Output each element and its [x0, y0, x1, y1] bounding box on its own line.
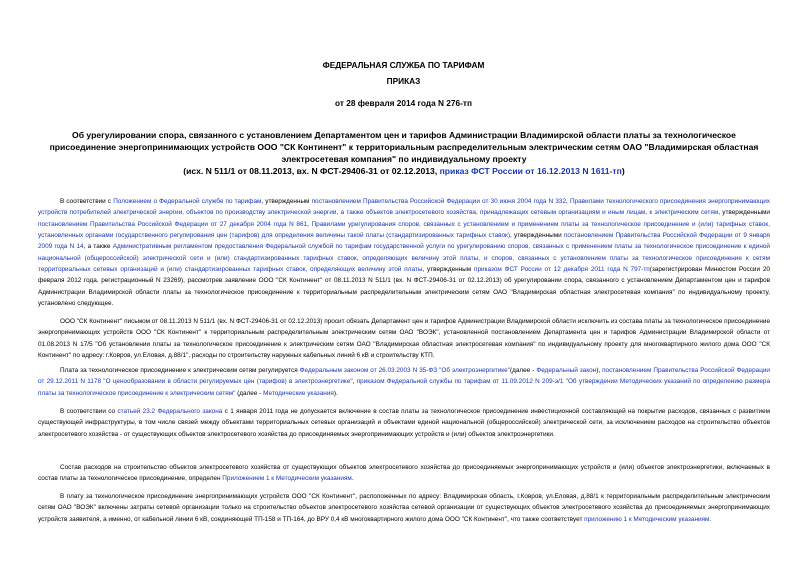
p3-text: ). [333, 389, 338, 397]
p1-text: , утвержденным [261, 198, 312, 205]
link-appendix-1[interactable]: Приложением 1 к Методическим указаниям [222, 475, 352, 483]
p1-text: , утвержденными [718, 209, 771, 217]
paragraph-2 [38, 316, 770, 361]
title-ref-link[interactable]: приказ ФСТ России от 16.12.2013 N 1611-тп [439, 166, 622, 176]
link-connection-rules[interactable]: Правилами технологического присоединения энергопринимающих устройств потребителей электрической энергии, объектов по производству электрической энергии, а также объектов электросетевого хозяйства, принадлежащих сетевым организациям и иным лицам, к электрическим сетям [38, 198, 771, 217]
p3-text: (далее - [509, 367, 537, 374]
paragraph-1 [38, 196, 770, 309]
link-federal-law[interactable]: Федеральный закон [536, 367, 597, 374]
agency-name: ФЕДЕРАЛЬНАЯ СЛУЖБА ПО ТАРИФАМ [322, 60, 485, 70]
title-main: Об урегулировании спора, связанного с установлением Департаментом цен и тарифов Администрации Владимирской области платы за технологическое присоединение энергопринимающих устройств ООО "СК Континент" к территориальным распределительным электрическим сетям ОАО "Владимирская областная электросетевая компания" по индивидуальному проекту [49, 130, 759, 164]
p2-text: ООО "СК Континент" письмом от 08.11.2013 N 511/1 (вх. N ФСТ-29406-31 от 02.12.2013) просит обязать Департамент цен и тарифов Администрации Владимирской области исключить из состава платы за технологическое присоединение энергопринимающих устройств ООО "СК Континент" к территориальным распределительным электрическим сетям ОАО "ВОЭК", установленной постановлением Департамента цен и тарифов Администрации Владимирской области от 01.08.2013 N 17/5 "Об установлении платы за технологическое присоединение к электрическим сетям ОАО "Владимирская областная электросетевая компания" по индивидуальному проекту для многоквартирного жилого дома ООО "СК Континент" по адресу: г.Ковров, ул.Еловая, д.88/1", расходы по строительству наружных кабельных линий 6 кВ и строительству КТП. [38, 318, 770, 360]
p1-text: (зарегистрирован Минюстом России 20 февраля 2012 года, регистрационный N 23269), рассмотрев заявление ООО "СК Континент" от 08.11.2013 N 511/1 (вх. N ФСТ-29406-31 от 02.12.2013) об урегулировании спора, связанного с установлением Департаментом цен и тарифов Администрации Владимирской области платы за технологическое присоединение к территориальным распределительным электрическим сетям ОАО "Владимирская областная электросетевая компания" по индивидуальному проекту, установлено следующее. [38, 266, 770, 308]
p1-text: В соответствии с [60, 198, 114, 205]
link-resolution-1178[interactable]: постановлением Правительства Российской Федерации от 29.12.2011 N 1178 "О ценообразовании в области регулируемых цен (тарифов) в электроэнергетике" [38, 367, 770, 386]
title-ref-prefix: (исх. N 511/1 от 08.11.2013, вх. N ФСТ-29406-31 от 02.12.2013, [183, 166, 440, 176]
link-admin-regulation[interactable]: Административным регламентом предоставления Федеральной службой по тарифам государственной услуги по урегулированию споров, связанных с применением платы за технологическое присоединение к единой национальной (общероссийской) электрической сети и (или) стандартизированных тарифных ставок, определяющих величину этой платы, и споров, связанных с установлением платы за технологическое присоединение к сетям территориальных сетевых организаций и (или) стандартизированных тарифных ставок, определяющих величину этой платы [38, 243, 770, 274]
link-appendix-1-guidelines[interactable]: приложению 1 к Методическим указаниям [584, 515, 710, 523]
p4-text: с 1 января 2011 года не допускается включение в состав платы за технологическое присоединение инвестиционной составляющей на покрытие расходов, связанных с развитием существующей инфраструктуры, в том числе связей между объектами территориальных сетевых организаций и объектами единой национальной (общероссийской) электрической сети, за исключением расходов на строительство объектов электросетевого хозяйства - от существующих объектов электросетевого хозяйства до присоединяемых энергопринимающих устройств и (или) объектов электроэнергетики. [38, 408, 771, 438]
link-resolution-14[interactable]: постановлением Правительства Российской Федерации от 9 января 2009 года N 14 [38, 232, 770, 251]
p4-text: В соответствии со [60, 408, 118, 415]
p1-text: , утвержденными [509, 232, 564, 240]
document-date-number: от 28 февраля 2014 года N 276-тп [335, 98, 472, 108]
link-federal-law-35[interactable]: Федеральным законом от 26.03.2003 N 35-ФЗ "Об электроэнергетике" [299, 367, 510, 374]
title-ref-suffix: ) [621, 166, 625, 176]
p3-text: , [352, 378, 357, 386]
p6-text: В плату за технологическое присоединение энергопринимающих устройств ООО "СК Континент", расположенных по адресу: Владимирская область, г.Ковров, ул.Еловая, д.88/1 к территориальным распределительным электрическим сетям ОАО "ВОЭК" включены затраты сетевой организации только на строительство объектов электросетевого хозяйства сетевой организации от существующих объектов электросетевого хозяйства до присоединяемых энергопринимающих устройств заявителя, а именно, от кабельной линии 6 кВ, соединяющей ТП-158 и ТП-164, до ВРУ 0,4 кВ многоквартирного жилого дома ООО "СК Континент", что также соответствует [38, 493, 770, 523]
paragraph-6 [38, 491, 770, 525]
p1-text: , [566, 198, 570, 205]
p6-text: . [709, 515, 712, 523]
p1-text: , [307, 220, 312, 228]
link-fst-regulation[interactable]: Положением о Федеральной службе по тарифам [113, 198, 262, 205]
p3-text: Плата за технологическое присоединение к электрическим сетям регулируется [60, 367, 300, 374]
link-article-23-2[interactable]: статьей 23.2 Федерального закона [117, 408, 223, 415]
p3-text: ), [596, 367, 603, 374]
link-resolution-332[interactable]: постановлением Правительства Российской Федерации от 30 июня 2004 года N 332 [311, 198, 567, 205]
paragraph-5 [38, 462, 770, 485]
p3-text: (далее - [235, 389, 264, 397]
paragraph-3 [38, 365, 770, 399]
link-order-797[interactable]: приказом ФСТ России от 12 декабря 2011 года N 797-тп [474, 266, 650, 274]
link-resolution-861[interactable]: постановлением Правительства Российской Федерации от 27 декабря 2004 года N 861 [38, 220, 308, 228]
link-order-209[interactable]: приказом Федеральной службы по тарифам от 11.09.2012 N 209-э/1 "Об утверждении Методических указаний по определению размера платы за технологическое присоединение к электрическим сетям" [38, 378, 770, 397]
p1-text: , утвержденным [422, 266, 474, 274]
p1-text: , а также [83, 243, 113, 251]
link-methodical-guidelines[interactable]: Методические указания [263, 389, 334, 397]
p5-text: . [351, 475, 354, 483]
link-dispute-rules[interactable]: Правилами урегулирования споров, связанных с установлением и применением платы за технологическое присоединение и (или) тарифных ставок, установленных органами государственного регулирования цен (тарифов) для определения величины такой платы (стандартизированных тарифных ставок) [38, 220, 770, 240]
document-title [38, 129, 770, 177]
paragraph-4 [38, 406, 770, 440]
p5-text: Состав расходов на строительство объектов электросетевого хозяйства от существующих объектов электросетевого хозяйства до присоединяемых энергопринимающих устройств и (или) объектов электроэнергетики, включаемых в состав платы за технологическое присоединение, определен [38, 464, 770, 483]
document-type: ПРИКАЗ [386, 76, 421, 86]
